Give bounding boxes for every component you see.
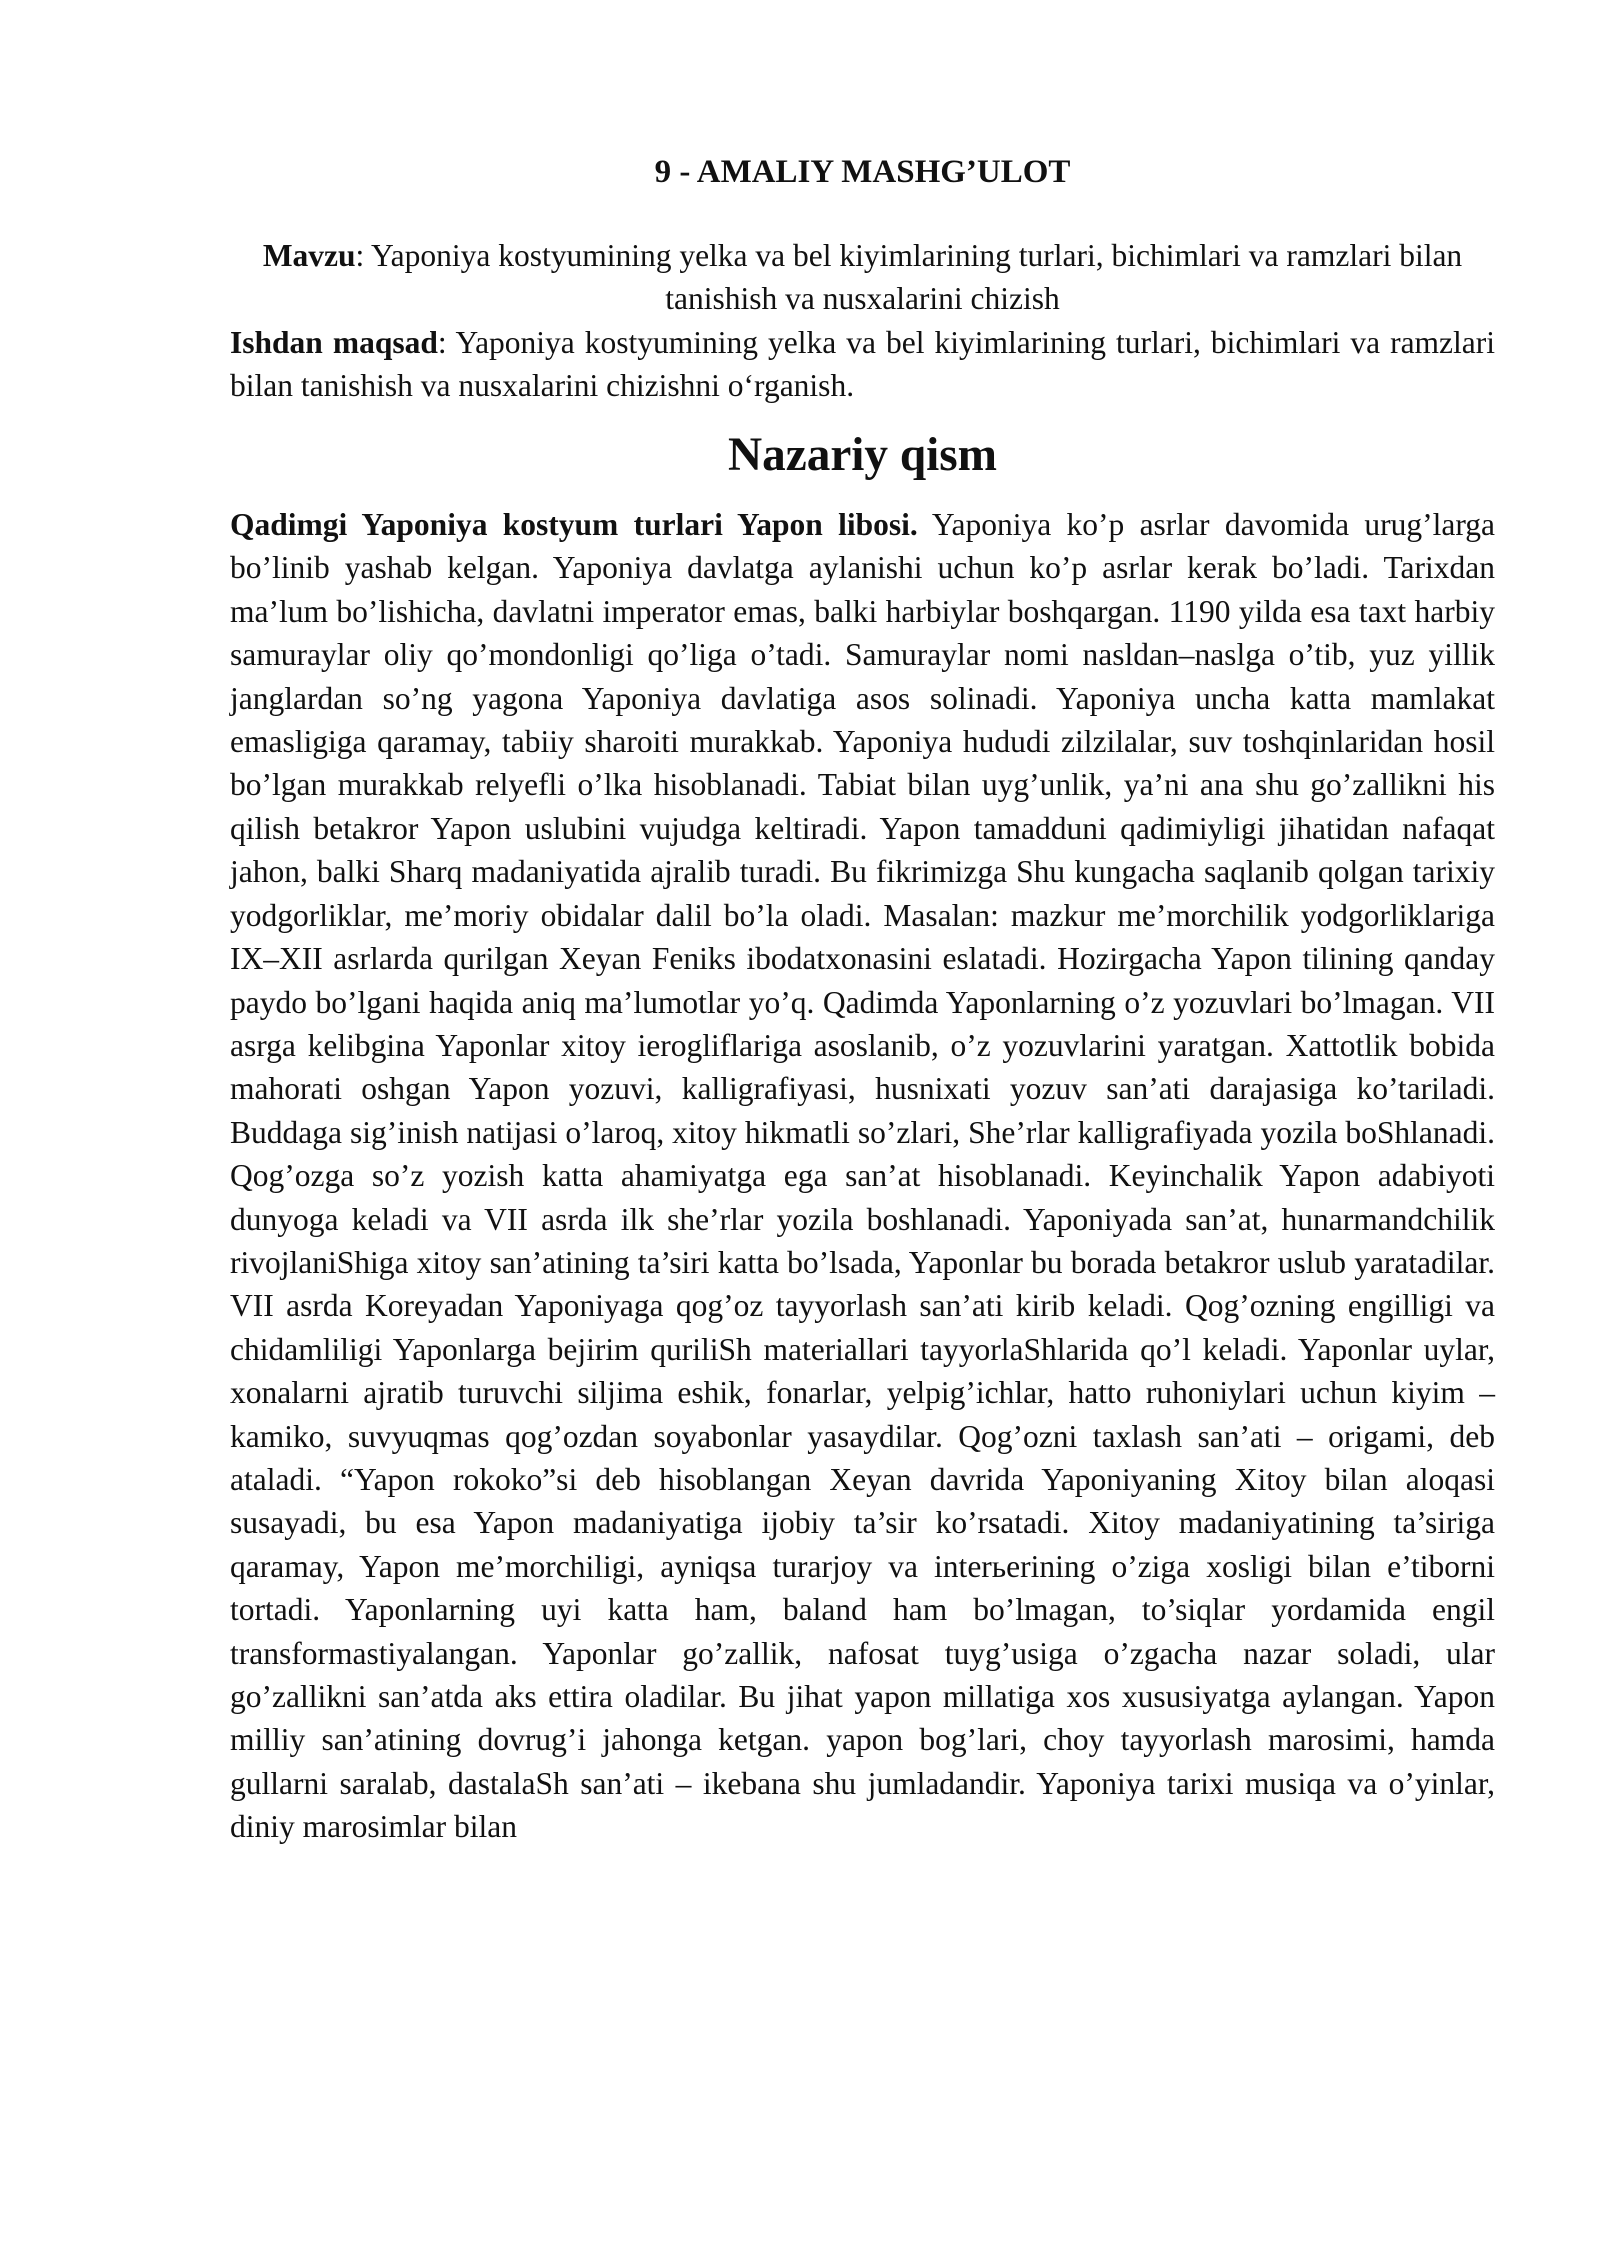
topic-label: Mavzu	[262, 238, 356, 273]
section-title: Nazariy qism	[727, 428, 998, 481]
goal-paragraph	[230, 321, 1495, 408]
body-paragraph	[230, 503, 1495, 1849]
topic-text: : Yaponiya kostyumining yelka va bel kiyimlarining turlari, bichimlari va ramzlari bilan tanishish va nusxalarini chizish	[355, 238, 1463, 317]
goal-text: : Yaponiya kostyumining yelka va bel kiyimlarining turlari, bichimlari va ramzlari bilan tanishish va nusxalarini chizishni o‘rganish.	[230, 324, 1496, 404]
goal-label: Ishdan maqsad	[230, 324, 438, 360]
topic-paragraph	[230, 234, 1495, 321]
document-page	[230, 150, 1495, 1849]
page-title: 9 - AMALIY MASHG’ULOT	[654, 154, 1071, 190]
paragraph-text: Yaponiya ko’p asrlar davomida urug’larga bo’linib yashab kelgan. Yaponiya davlatga aylanishi uchun ko’p asrlar kerak bo’ladi. Tarixdan ma’lum bo’lishicha, davlatni imperator emas, balki harbiylar boshqargan. 1190 yilda esa taxt harbiy samuraylar oliy qo’mondonligi qo’liga o’tadi. Samuraylar nomi nasldan–naslga o’tib, yuz yillik janglardan so’ng yagona Yaponiya davlatiga asos solinadi. Yaponiya uncha katta mamlakat emasligiga qaramay, tabiiy sharoiti murakkab. Yaponiya hududi zilzilalar, suv toshqinlaridan hosil bo’lgan murakkab relyefli o’lka hisoblanadi. Tabiat bilan uyg’unlik, ya’ni ana shu go’zallikni his qilish betakror Yapon uslubini vujudga keltiradi. Yapon tamadduni qadimiyligi jihatidan nafaqat jahon, balki Sharq madaniyatida ajralib turadi. Bu fikrimizga Shu kungacha saqlanib qolgan tarixiy yodgorliklar, me’moriy obidalar dalil bo’la oladi. Masalan: mazkur me’morchilik yodgorliklariga IX–XII asrlarda qurilgan Xeyan Feniks ibodatxonasini eslatadi. Hozirgacha Yapon tilining qanday paydo bo’lgani haqida aniq ma’lumotlar yo’q. Qadimda Yaponlarning o’z yozuvlari bo’lmagan. VII asrga kelibgina Yaponlar xitoy ierogliflariga asoslanib, o’z yozuvlarini yaratgan. Xattotlik bobida mahorati oshgan Yapon yozuvi, kalligrafiyasi, husnixati yozuv san’ati darajasiga ko’tariladi. Buddaga sig’inish natijasi o’laroq, xitoy hikmatli so’zlari, She’rlar kalligrafiyada yozila boShlanadi. Qog’ozga so’z yozish katta ahamiyatga ega san’at hisoblanadi. Keyinchalik Yapon adabiyoti dunyoga keladi va VII asrda ilk she’rlar yozila boshlanadi. Yaponiyada san’at, hunarmandchilik rivojlaniShiga xitoy san’atining ta’siri katta bo’lsada, Yaponlar bu borada betakror uslub yaratadilar. VII asrda Koreyadan Yaponiyaga qog’oz tayyorlash san’ati kirib keladi. Qog’ozning engilligi va chidamliligi Yaponlarga bejirim quriliSh materiallari tayyorlaShlarida qo’l keladi. Yaponlar uylar, xonalarni ajratib turuvchi siljima eshik, fonarlar, yelpig’ichlar, hatto ruhoniylari uchun kiyim – kamiko, suvyuqmas qog’ozdan soyabonlar yasaydilar. Qog’ozni taxlash san’ati – origami, deb ataladi. “Yapon rokoko”si deb hisoblangan Xeyan davrida Yaponiyaning Xitoy bilan aloqasi susayadi, bu esa Yapon madaniyatiga ijobiy ta’sir ko’rsatadi. Xitoy madaniyatining ta’siriga qaramay, Yapon me’morchiligi, ayniqsa turarjoy va interьerining o’ziga xosligi bilan e’tiborni tortadi. Yaponlarning uyi katta ham, baland ham bo’lmagan, to’siqlar yordamida engil transformastiyalangan. Yaponlar go’zallik, nafosat tuyg’usiga o’zgacha nazar soladi, ular go’zallikni san’atda aks ettira oladilar. Bu jihat yapon millatiga xos xususiyatga aylangan. Yapon milliy san’atining dovrug’i jahonga ketgan. yapon bog’lari, choy tayyorlash marosimi, hamda gullarni saralab, dastalaSh san’ati – ikebana shu jumladandir. Yaponiya tarixi musiqa va o’yinlar, diniy marosimlar bilan	[230, 507, 1495, 1845]
paragraph-lead: Qadimgi Yaponiya kostyum turlari Yapon libosi.	[230, 507, 918, 543]
